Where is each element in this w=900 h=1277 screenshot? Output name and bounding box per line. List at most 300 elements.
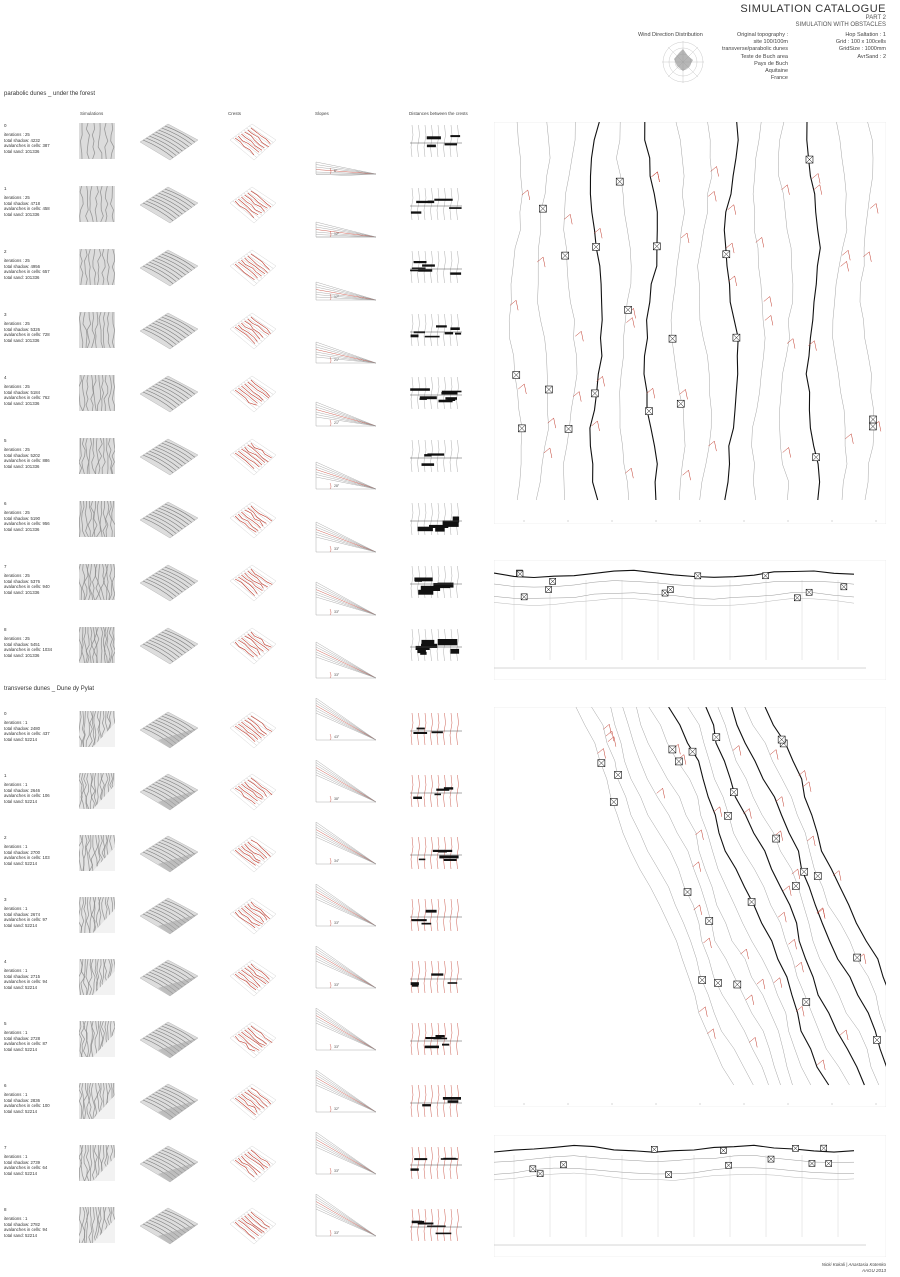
page-part: PART 2 [865,15,886,21]
row-index: 6 [4,501,7,506]
stat-line: iterations : 1 [4,844,28,849]
slopes-diagram [314,447,378,491]
obstacle-marker-icon [675,758,682,765]
obstacle-marker-icon [748,898,755,905]
stat-line: iterations : 25 [4,447,30,452]
slope-angle-label: 33° [334,1045,340,1049]
section-profile [494,1155,854,1162]
slope-angle-label: 6° [334,169,338,173]
slope-mark [789,939,797,949]
topo-line: Teste de Buch area [740,53,788,60]
obstacle-marker-icon [699,976,706,983]
obstacle-marker-icon [730,789,737,796]
row-index: 0 [4,711,7,716]
slope-angle-label: 38° [334,797,340,801]
simulation-top-view [79,375,115,411]
simulation-3d-view [138,1142,200,1186]
slope-mark [703,938,711,948]
row-index: 0 [4,123,7,128]
stat-line: total sand: 101336 [4,526,40,532]
stat-line: total sand: 101336 [4,589,40,595]
simulation-top-view [79,711,115,747]
simulation-3d-view [138,956,200,1000]
crest-line [536,122,550,500]
crest-distances-diagram [408,564,464,604]
stat-line: iterations : 1 [4,1092,28,1097]
obstacle-marker-icon [667,587,673,593]
obstacle-marker-icon [565,425,572,432]
slope-angle-label: 33° [334,547,340,551]
stat-line: avalanches in cells: 97 [4,917,48,923]
crest-line [778,122,793,500]
crest-distances-diagram [408,312,464,352]
slopes-diagram [314,760,378,804]
slopes-diagram [314,1194,378,1238]
crest-line [833,122,847,500]
simulation-3d-view [138,1204,200,1248]
stat-line: iterations : 25 [4,258,30,263]
slope-mark [657,788,665,798]
stat-line: avalanches in cells: 728 [4,332,50,338]
stat-line: total sand: 52214 [4,798,37,804]
stat-line: total shadow: 2480 [4,725,41,731]
slope-angle-label: 33° [334,610,340,614]
obstacle-marker-icon [809,1160,815,1166]
obstacle-marker-icon [560,1162,566,1168]
slope-mark [764,297,772,307]
footer-credits [822,1262,886,1274]
obstacle-marker-icon [562,252,569,259]
slope-angle-label: 32° [334,1107,340,1111]
slope-mark [626,318,634,328]
simulation-top-view [79,186,115,222]
simulation-3d-view [138,1080,200,1124]
slopes-diagram [314,946,378,990]
stat-line: total sand: 52214 [4,1046,37,1052]
row-index: 5 [4,438,7,443]
simulation-top-view [79,1145,115,1181]
slope-mark [749,1037,757,1047]
slope-mark [792,869,800,879]
obstacle-marker-icon [733,334,740,341]
crest-line [636,707,792,1085]
obstacle-marker-icon [550,578,556,584]
section-profile [494,1145,854,1152]
crest-line [671,122,685,500]
section-title-parabolic: parabolic dunes _ under the forest [4,91,96,97]
crest-line [732,707,886,1085]
simulation-top-view [79,123,115,159]
slope-mark [765,315,773,325]
stat-line: avalanches in cells: 64 [4,1165,48,1171]
row-index: 4 [4,959,7,964]
slope-angle-label: 17° [334,295,340,299]
crest-distances-diagram [408,438,464,478]
slope-angle-label: 12° [334,232,340,236]
slopes-diagram [314,573,378,617]
simulation-3d-view [138,624,200,668]
stat-line: total shadow: 5190 [4,515,41,521]
obstacle-marker-icon [591,390,598,397]
obstacle-marker-icon [669,335,676,342]
param-line: AvrSand : 2 [857,53,886,60]
obstacle-marker-icon [803,998,810,1005]
crest-distances-diagram [408,711,464,751]
slope-mark [518,384,526,394]
stat-line: total shadow: 5451 [4,641,41,647]
crest-distances-diagram [408,186,464,226]
obstacle-marker-icon [625,306,632,313]
slope-mark [695,830,703,840]
row-stats [4,384,50,406]
slope-mark [863,252,871,262]
crests-diagram [228,374,278,414]
footer-authors: Nicki Kokali | Anastasia Kotenko [821,1262,886,1267]
row-index: 6 [4,1083,7,1088]
stat-line: iterations : 1 [4,1154,28,1159]
crest-line [669,707,829,1085]
slope-angle-label: 43° [334,735,340,739]
row-stats [4,968,47,990]
stat-line: total shadow: 5184 [4,389,41,395]
simulation-top-view [79,1083,115,1119]
column-header-slopes: Slopes [315,111,329,116]
crest-plan-transverse [494,707,886,1107]
crests-diagram [228,1206,278,1246]
stat-line: avalanches in cells: 886 [4,458,50,464]
crests-diagram [228,958,278,998]
column-header-simulations: Simulations [80,111,104,116]
simulation-top-view [79,835,115,871]
obstacle-marker-icon [714,979,721,986]
row-stats [4,510,50,532]
obstacle-marker-icon [530,1166,536,1172]
simulation-parameters [776,32,886,61]
crest-line [698,122,712,500]
crests-diagram [228,626,278,666]
obstacle-marker-icon [713,734,720,741]
row-stats [4,573,50,595]
slope-angle-label: 21° [334,421,340,425]
stat-line: avalanches in cells: 87 [4,1041,48,1047]
simulation-top-view [79,312,115,348]
topo-line: Original topography : [736,32,788,38]
topo-line: Pays de Buch [754,60,788,67]
slopes-diagram [314,1070,378,1114]
row-stats [4,321,50,343]
slope-mark [693,862,701,872]
obstacle-marker-icon [806,589,812,595]
crest-line [623,707,781,1085]
crest-section-transverse [494,1135,886,1257]
obstacle-marker-icon [794,595,800,601]
crest-distances-diagram [408,123,464,163]
slope-mark [783,448,791,458]
obstacle-marker-icon [677,400,684,407]
stat-line: total sand: 101336 [4,463,40,469]
section-title-transverse: transverse dunes _ Dune dy Pylat [4,686,95,692]
topo-line: Aquitaine [765,68,788,75]
simulation-3d-view [138,372,200,416]
obstacle-marker-icon [841,584,847,590]
crest-plan-parabolic [494,122,886,524]
slope-mark [842,250,850,260]
stat-line: total shadow: 2674 [4,911,41,917]
obstacle-marker-icon [821,1145,827,1151]
crest-line [806,122,820,500]
obstacle-marker-icon [610,798,617,805]
simulation-3d-view [138,246,200,290]
obstacle-marker-icon [651,1146,657,1152]
section-profile [494,581,854,588]
obstacle-marker-icon [778,736,785,743]
stat-line: avalanches in cells: 106 [4,793,50,799]
crest-line [752,122,766,500]
row-index: 8 [4,627,7,632]
obstacle-marker-icon [724,812,731,819]
crests-diagram [228,772,278,812]
stat-line: avalanches in cells: 458 [4,206,50,212]
stat-line: iterations : 1 [4,1030,28,1035]
row-stats [4,636,52,658]
obstacle-marker-icon [869,416,876,423]
stat-line: avalanches in cells: 437 [4,731,50,737]
crests-diagram [228,1082,278,1122]
row-index: 1 [4,773,7,778]
slope-mark [733,746,741,756]
stat-line: total shadow: 5326 [4,326,41,332]
stat-line: avalanches in cells: 387 [4,143,50,149]
obstacle-marker-icon [539,205,546,212]
obstacle-marker-icon [806,156,813,163]
simulation-3d-view [138,561,200,605]
stat-line: total sand: 52214 [4,1170,37,1176]
stat-line: total shadow: 2700 [4,849,41,855]
crests-diagram [228,896,278,936]
stat-line: total sand: 101336 [4,148,40,154]
crest-distances-diagram [408,249,464,289]
slope-mark [812,174,820,184]
stat-line: iterations : 25 [4,195,30,200]
section-profile [494,1168,854,1175]
crests-diagram [228,1144,278,1184]
slope-angle-label: 34° [334,859,340,863]
obstacle-marker-icon [873,1036,880,1043]
crest-distances-diagram [408,375,464,415]
stat-line: iterations : 25 [4,384,30,389]
crest-section-parabolic [494,560,886,680]
slope-mark [781,185,789,195]
stat-line: avalanches in cells: 103 [4,855,50,861]
stat-line: iterations : 25 [4,573,30,578]
slope-mark [522,190,530,200]
slope-mark [870,204,878,214]
slopes-diagram [314,636,378,680]
row-stats [4,844,50,866]
stat-line: total shadow: 5202 [4,452,41,458]
obstacle-marker-icon [773,835,780,842]
row-index: 4 [4,375,7,380]
obstacle-marker-icon [669,746,676,753]
slope-mark [564,214,572,224]
obstacle-marker-icon [695,573,701,579]
stat-line: avalanches in cells: 762 [4,395,50,401]
slopes-diagram [314,384,378,428]
stat-line: iterations : 1 [4,968,28,973]
simulation-3d-view [138,309,200,353]
stat-line: iterations : 1 [4,1216,28,1221]
stat-line: avalanches in cells: 94 [4,1227,48,1233]
obstacle-marker-icon [734,981,741,988]
slope-mark [807,836,815,846]
crests-diagram [228,1020,278,1060]
slope-mark [681,233,689,243]
crests-diagram [228,563,278,603]
stat-line: avalanches in cells: 956 [4,521,50,527]
slope-mark [795,962,803,972]
slopes-diagram [314,1132,378,1176]
slopes-diagram [314,698,378,742]
obstacle-marker-icon [521,594,527,600]
stat-line: total sand: 52214 [4,736,37,742]
stat-line: total sand: 52214 [4,922,37,928]
row-stats [4,1030,47,1052]
slope-angle-label: 33° [334,673,340,677]
stat-line: avalanches in cells: 94 [4,979,48,985]
topography-info [700,32,788,82]
row-stats [4,132,50,154]
obstacle-marker-icon [545,386,552,393]
slope-angle-label: 33° [334,921,340,925]
obstacle-marker-icon [616,178,623,185]
slope-mark [841,261,849,271]
obstacle-marker-icon [615,771,622,778]
stat-line: total shadow: 2836 [4,1097,41,1103]
stat-line: total sand: 52214 [4,860,37,866]
obstacle-marker-icon [689,748,696,755]
obstacle-marker-icon [854,954,861,961]
slope-mark [592,421,600,431]
stat-line: avalanches in cells: 1034 [4,647,53,653]
crests-diagram [228,122,278,162]
crest-line [590,122,602,500]
row-stats [4,720,50,742]
obstacle-marker-icon [763,573,769,579]
crests-diagram [228,710,278,750]
crest-line [745,707,886,1085]
simulation-top-view [79,438,115,474]
column-header-distances: Distances between the crests [409,111,468,116]
stat-line: iterations : 25 [4,510,30,515]
simulation-top-view [79,897,115,933]
crests-diagram [228,248,278,288]
crests-diagram [228,311,278,351]
stat-line: total shadow: 4956 [4,263,41,269]
obstacle-marker-icon [768,1156,774,1162]
crest-distances-diagram [408,959,464,999]
stat-line: total shadow: 5376 [4,578,41,584]
simulation-top-view [79,501,115,537]
crest-line [706,707,865,1085]
obstacle-marker-icon [537,1171,543,1177]
page-title: SIMULATION CATALOGUE [740,3,886,15]
simulation-3d-view [138,1018,200,1062]
obstacle-marker-icon [598,760,605,767]
obstacle-marker-icon [792,882,799,889]
footer-year: AAGU 2013 [861,1268,886,1273]
stat-line: avalanches in cells: 100 [4,1103,50,1109]
row-index: 8 [4,1207,7,1212]
stat-line: total sand: 101336 [4,337,40,343]
topo-line: site 100/100m [753,39,788,46]
simulation-top-view [79,564,115,600]
obstacle-marker-icon [720,1147,726,1153]
simulation-top-view [79,773,115,809]
row-stats [4,258,50,280]
obstacle-marker-icon [813,454,820,461]
stat-line: total sand: 101336 [4,274,40,280]
row-stats [4,782,50,804]
simulation-3d-view [138,120,200,164]
stat-line: total shadow: 2715 [4,973,41,979]
slope-mark [845,434,853,444]
row-index: 2 [4,835,7,840]
slope-mark [683,470,691,480]
slope-mark [647,388,655,398]
crest-distances-diagram [408,835,464,875]
obstacle-marker-icon [653,243,660,250]
crest-line [644,122,657,500]
simulation-3d-view [138,435,200,479]
param-line: Hop Saltation : 1 [845,32,886,38]
simulation-3d-view [138,770,200,814]
row-index: 3 [4,312,7,317]
simulation-top-view [79,1021,115,1057]
stat-line: iterations : 25 [4,636,30,641]
row-index: 2 [4,249,7,254]
param-line: GridSize : 1000mm [838,46,886,53]
obstacle-marker-icon [826,1160,832,1166]
crests-diagram [228,437,278,477]
simulation-top-view [79,627,115,663]
stat-line: iterations : 25 [4,132,30,137]
obstacle-marker-icon [666,1172,672,1178]
slopes-diagram [314,132,378,176]
column-header-crests: Crests [228,111,242,116]
row-index: 7 [4,564,7,569]
row-stats [4,195,50,217]
crests-diagram [228,834,278,874]
slope-mark [707,1029,715,1039]
simulation-3d-view [138,894,200,938]
row-stats [4,447,50,469]
simulation-top-view [79,249,115,285]
slope-angle-label: 28° [334,484,340,488]
crest-distances-diagram [408,1207,464,1247]
slope-angle-label: 33° [334,1169,340,1173]
row-stats [4,1154,47,1176]
crest-distances-diagram [408,501,464,541]
stat-line: total sand: 101336 [4,400,40,406]
slope-angle-label: 21° [334,358,340,362]
wind-rose-title: Wind Direction Distribution [638,32,703,38]
slope-mark [608,737,616,747]
crest-line [611,707,769,1085]
obstacle-marker-icon [723,251,730,258]
slope-angle-label: 33° [334,983,340,987]
stat-line: total sand: 52214 [4,1108,37,1114]
slopes-diagram [314,321,378,365]
